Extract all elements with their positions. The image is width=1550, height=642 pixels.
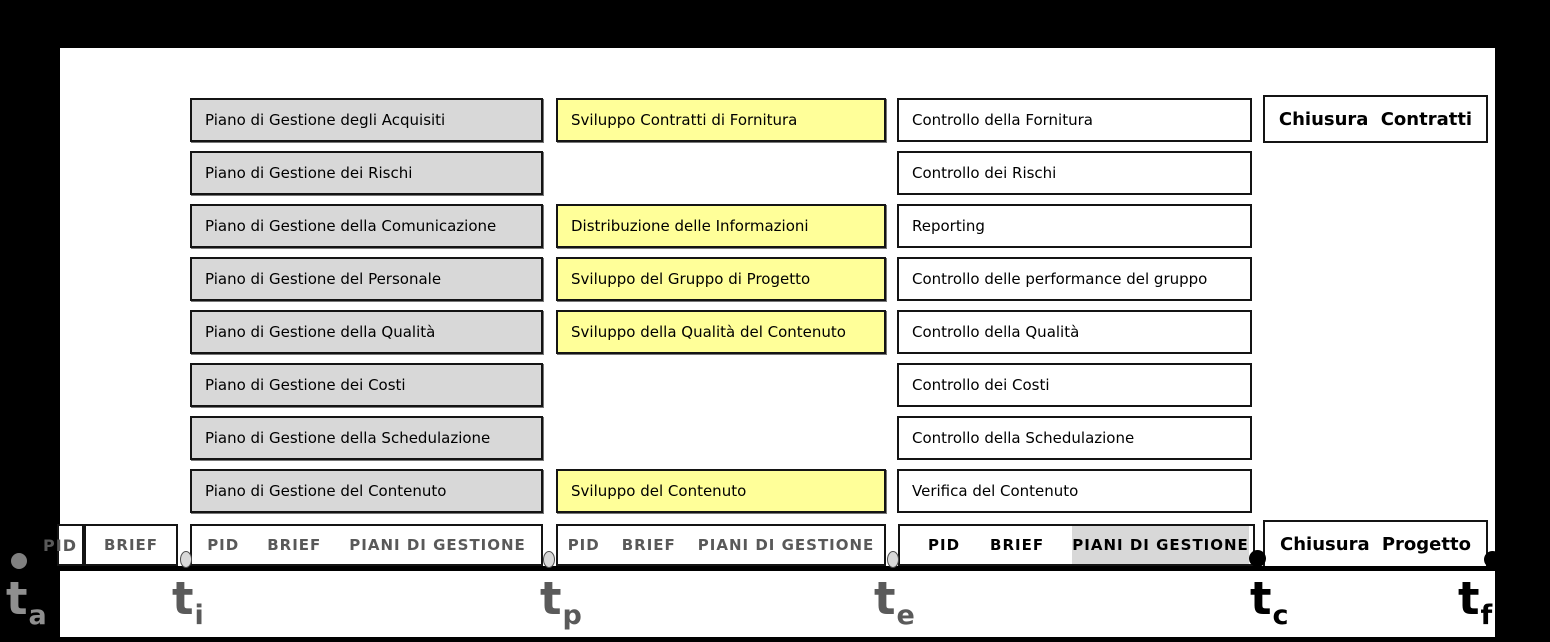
brief-label: BRIEF: [990, 536, 1045, 554]
planning-box-rischi: Piano di Gestione dei Rischi: [190, 151, 543, 195]
execution-box-qualita: Sviluppo della Qualità del Contenuto: [556, 310, 886, 354]
plans-label: PIANI DI GESTIONE: [349, 536, 526, 554]
planning-box-costi: Piano di Gestione dei Costi: [190, 363, 543, 407]
brief-label: BRIEF: [103, 536, 159, 554]
closing-project-box: Chiusura Progetto: [1263, 520, 1488, 568]
deliverables-segment-planning: [556, 524, 886, 566]
execution-box-contratti: Sviluppo Contratti di Fornitura: [556, 98, 886, 142]
execution-box-gruppo: Sviluppo del Gruppo di Progetto: [556, 257, 886, 301]
closing-contracts-box: Chiusura Contratti: [1263, 95, 1488, 143]
planning-box-contenuto: Piano di Gestione del Contenuto: [190, 469, 543, 513]
pid-label: PID: [207, 536, 240, 554]
milestone-node-tf: [1484, 551, 1501, 568]
control-box-reporting: Reporting: [897, 204, 1252, 248]
milestone-node-ti: [180, 551, 192, 568]
brief-label: BRIEF: [621, 536, 676, 554]
timeline-label-tp: tp: [540, 572, 582, 631]
milestone-node-tc: [1249, 550, 1266, 567]
planning-box-schedulazione: Piano di Gestione della Schedulazione: [190, 416, 543, 460]
control-box-qualita: Controllo della Qualità: [897, 310, 1252, 354]
plans-label: PIANI DI GESTIONE: [697, 536, 875, 554]
execution-box-contenuto: Sviluppo del Contenuto: [556, 469, 886, 513]
brief-label: BRIEF: [267, 536, 322, 554]
planning-box-acquisiti: Piano di Gestione degli Acquisiti: [190, 98, 543, 142]
control-box-schedulazione: Controllo della Schedulazione: [897, 416, 1252, 460]
plans-label-highlighted: PIANI DI GESTIONE: [1072, 526, 1249, 564]
control-box-performance: Controllo delle performance del gruppo: [897, 257, 1252, 301]
control-box-fornitura: Controllo della Fornitura: [897, 98, 1252, 142]
deliverables-segment-initiation: [190, 524, 543, 566]
planning-box-qualita: Piano di Gestione della Qualità: [190, 310, 543, 354]
milestone-node-tp: [543, 551, 555, 568]
timeline-label-ti: ti: [172, 572, 204, 631]
deliverables-segment-execution: [898, 524, 1255, 566]
execution-box-informazioni: Distribuzione delle Informazioni: [556, 204, 886, 248]
control-box-costi: Controllo dei Costi: [897, 363, 1252, 407]
milestone-node-te: [887, 551, 899, 568]
timeline-label-tc: tc: [1250, 572, 1289, 631]
pid-label: PID: [928, 536, 961, 554]
brief-box: [84, 524, 178, 566]
timeline-axis: [60, 566, 1495, 571]
timeline-label-tf: tf: [1458, 572, 1493, 631]
timeline-label-te: te: [874, 572, 915, 631]
pid-box-label: PID: [43, 535, 77, 555]
control-box-rischi: Controllo dei Rischi: [897, 151, 1252, 195]
planning-box-personale: Piano di Gestione del Personale: [190, 257, 543, 301]
planning-box-comunicazione: Piano di Gestione della Comunicazione: [190, 204, 543, 248]
control-box-verifica: Verifica del Contenuto: [897, 469, 1252, 513]
timeline-label-ta: ta: [6, 572, 47, 631]
timeline-start-dot: [11, 553, 27, 569]
pid-label: PID: [567, 536, 600, 554]
